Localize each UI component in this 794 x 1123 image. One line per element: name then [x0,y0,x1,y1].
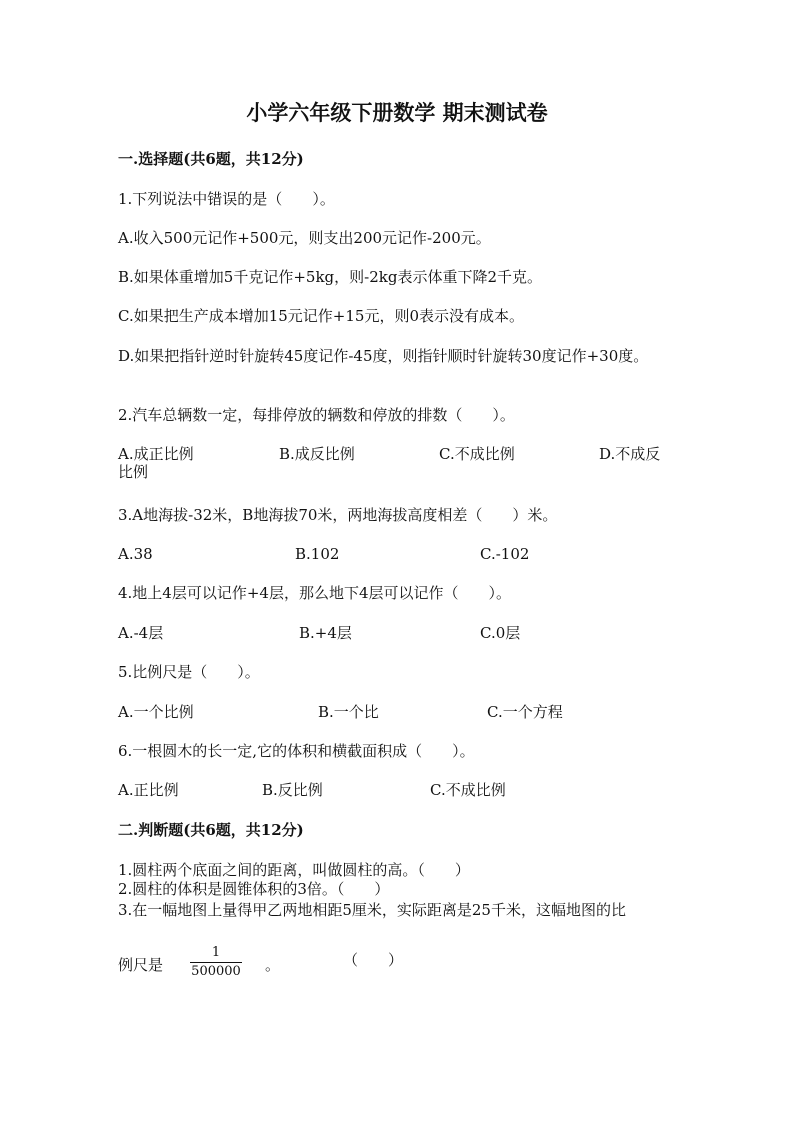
option: A.一个比例 [118,703,194,721]
judgement-item-suffix: 。 [265,956,281,974]
question-stem: 5.比例尺是（ ）。 [118,663,260,681]
option: A.收入500元记作+500元，则支出200元记作-200元。 [118,229,491,247]
judgement-item-cont: 例尺是 [118,956,164,974]
option: B.成反比例 [279,445,355,463]
answer-bracket: （ ） [343,951,404,969]
judgement-item: 3.在一幅地图上量得甲乙两地相距5厘米，实际距离是25千米，这幅地图的比 [118,901,626,919]
option: A.38 [118,545,153,563]
option: D.如果把指针逆时针旋转45度记作-45度，则指针顺时针旋转30度记作+30度。 [118,347,649,365]
option: A.正比例 [118,781,179,799]
section-heading-judgement: 二.判断题(共6题，共12分) [118,821,304,839]
option: B.一个比 [318,703,379,721]
option: A.成正比例 [118,445,194,463]
option: D.不成反比例 [118,445,661,481]
option: B.如果体重增加5千克记作+5kg，则-2kg表示体重下降2千克。 [118,268,542,286]
option: B.102 [295,545,340,563]
option: C.不成比例 [439,445,515,463]
question-stem: 3.A地海拔-32米，B地海拔70米，两地海拔高度相差（ ）米。 [118,506,558,524]
option: C.如果把生产成本增加15元记作+15元，则0表示没有成本。 [118,307,524,325]
fraction-numerator: 1 [211,945,221,960]
question-stem: 1.下列说法中错误的是（ ）。 [118,190,335,208]
fraction-denominator: 500000 [191,964,241,979]
question-stem: 2.汽车总辆数一定，每排停放的辆数和停放的排数（ ）。 [118,406,515,424]
option: A.-4层 [118,624,164,642]
option: C.一个方程 [487,703,563,721]
option: C.-102 [480,545,530,563]
option: C.0层 [480,624,521,642]
question-stem: 6.一根圆木的长一定,它的体积和横截面积成（ ）。 [118,742,475,760]
option: B.反比例 [262,781,323,799]
question-stem: 4.地上4层可以记作+4层，那么地下4层可以记作（ ）。 [118,584,512,602]
fraction-bar [190,962,242,963]
judgement-item: 2.圆柱的体积是圆锥体积的3倍。（ ） [118,880,390,898]
scale-fraction [190,945,242,980]
page-title: 小学六年级下册数学 期末测试卷 [246,100,548,125]
option: B.+4层 [299,624,352,642]
section-heading-choice: 一.选择题(共6题，共12分) [118,150,304,168]
judgement-item: 1.圆柱两个底面之间的距离，叫做圆柱的高。（ ） [118,861,470,879]
option: C.不成比例 [430,781,506,799]
